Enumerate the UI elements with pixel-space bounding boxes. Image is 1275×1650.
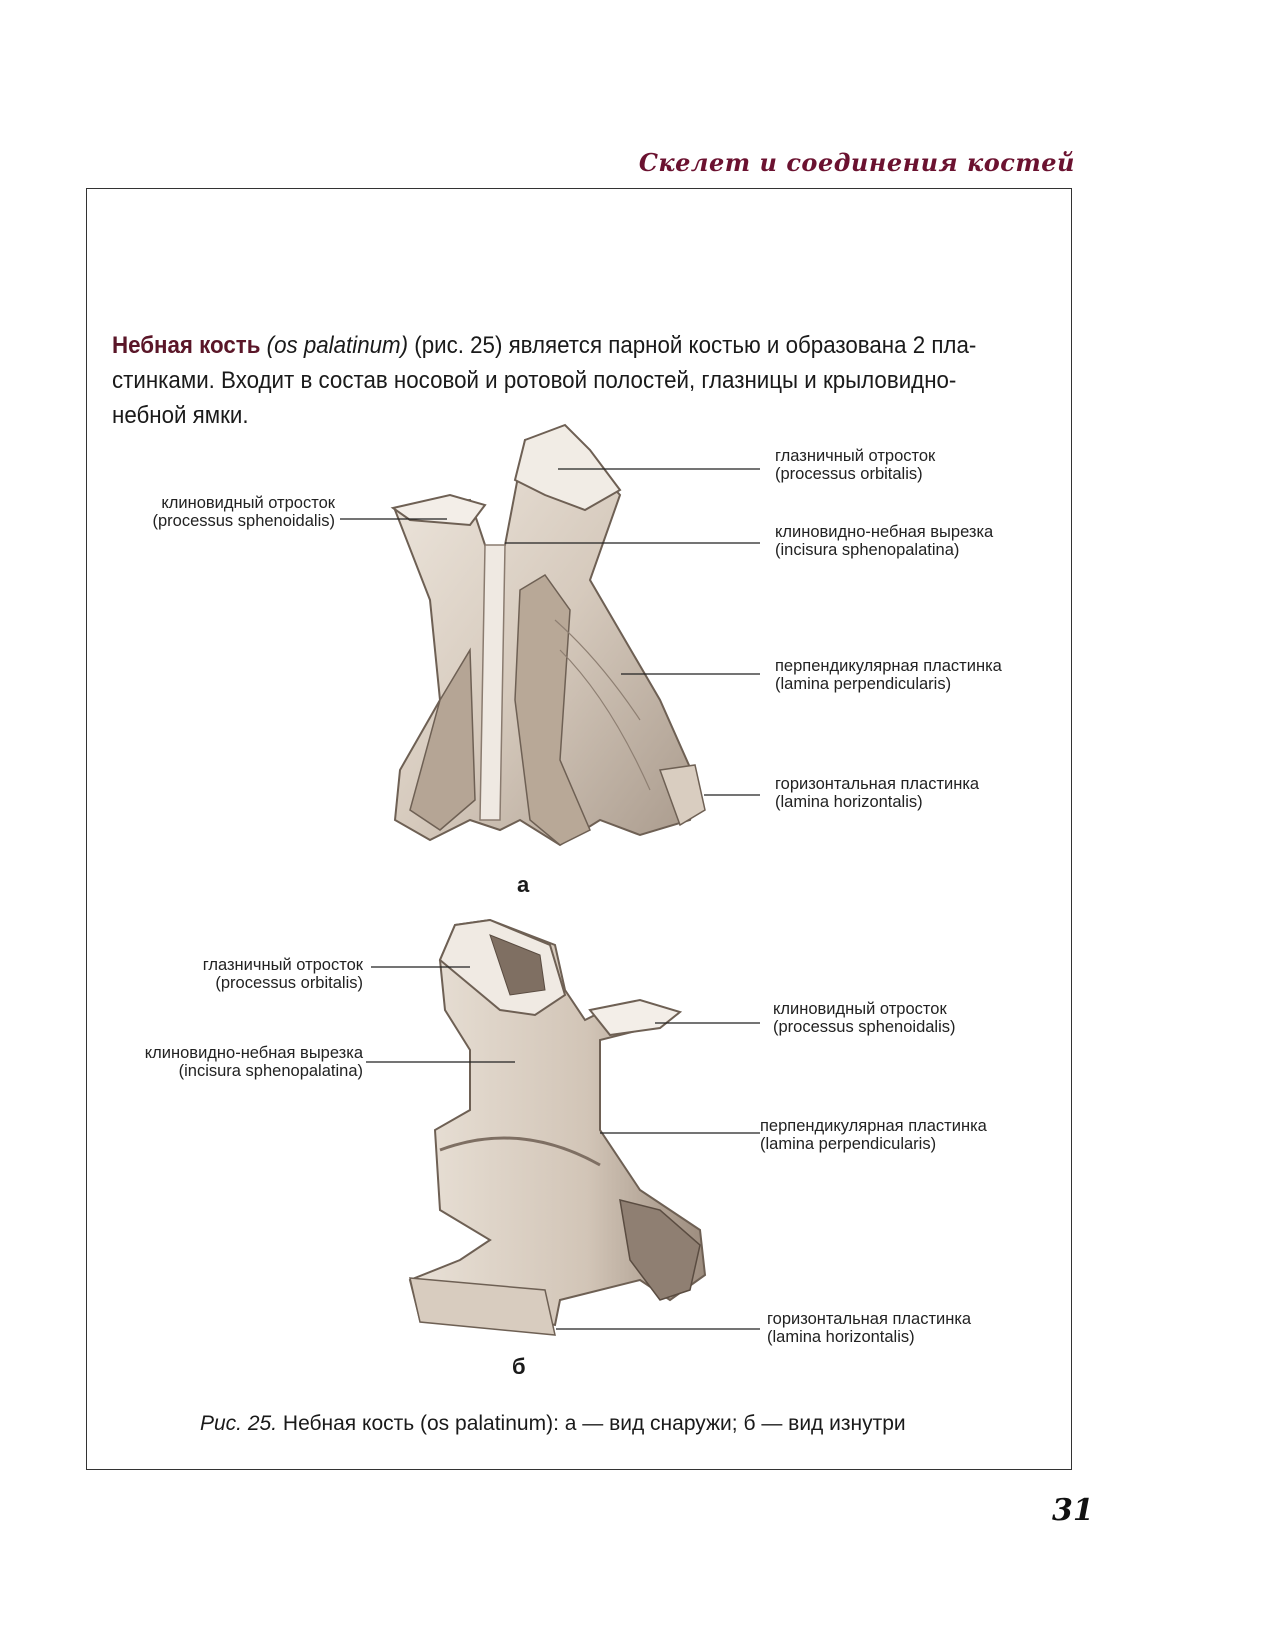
label-b-horiz-la: (lamina horizontalis): [767, 1328, 915, 1346]
label-b-sphenoid: [773, 1000, 956, 1036]
intro-text: (рис. 25) является парной костью и образована 2 пла-стинками. Входит в состав носовой и ротовой полостей, глазницы и крыловидно-небной ямки.: [112, 332, 977, 429]
label-a-notch-ru: клиновидно-небная вырезка: [775, 523, 994, 541]
figure-caption: [200, 1412, 906, 1436]
label-a-notch-la: (incisura sphenopalatina): [775, 541, 960, 559]
label-a-sphenoid-ru: клиновидный отросток: [161, 494, 335, 512]
caption-text: Небная кость (os palatinum): а — вид снаружи; б — вид изнутри: [277, 1412, 906, 1435]
label-b-notch: [100, 1044, 363, 1080]
label-b-horiz-ru: горизонтальная пластинка: [767, 1310, 972, 1328]
label-b-notch-la: (incisura sphenopalatina): [178, 1062, 363, 1080]
label-a-sphenoid: [100, 494, 335, 530]
label-b-orbital: [100, 956, 363, 992]
label-b-sphenoid-la: (processus sphenoidalis): [773, 1018, 956, 1036]
label-b-horizontal: [767, 1310, 971, 1346]
label-b-perp-ru: перпендикулярная пластинка: [760, 1117, 987, 1135]
label-a-orbital-la: (processus orbitalis): [775, 465, 923, 483]
palatine-bone-inner-view: [410, 920, 705, 1335]
label-b-perpendicular: [760, 1117, 987, 1153]
label-a-orbital: [775, 447, 935, 483]
running-header: Скелет и соединения костей: [638, 148, 1075, 177]
caption-fig-number: Рис. 25.: [200, 1412, 278, 1435]
figure-b-label: б: [512, 1354, 526, 1379]
label-a-notch: [775, 523, 993, 559]
label-b-sphenoid-ru: клиновидный отросток: [773, 1000, 947, 1018]
label-a-horiz-la: (lamina horizontalis): [775, 793, 923, 811]
label-a-perp-la: (lamina perpendicularis): [775, 675, 952, 693]
label-a-horiz-ru: горизонтальная пластинка: [775, 775, 980, 793]
label-a-perpendicular: [775, 657, 1002, 693]
figure-a-label: а: [517, 872, 530, 897]
label-b-orbital-la: (processus orbitalis): [215, 974, 363, 992]
label-b-notch-ru: клиновидно-небная вырезка: [144, 1044, 363, 1062]
label-b-orbital-ru: глазничный отросток: [202, 956, 363, 974]
label-a-perp-ru: перпендикулярная пластинка: [775, 657, 1002, 675]
label-a-orbital-ru: глазничный отросток: [775, 447, 936, 465]
page-number: 31: [1052, 1493, 1094, 1528]
intro-latin: (os palatinum): [266, 332, 409, 359]
label-b-perp-la: (lamina perpendicularis): [760, 1135, 937, 1153]
palatine-bone-outer-view: [393, 425, 705, 845]
label-a-horizontal: [775, 775, 979, 811]
intro-term: Небная кость: [112, 332, 261, 359]
label-a-sphenoid-la: (processus sphenoidalis): [152, 512, 335, 530]
